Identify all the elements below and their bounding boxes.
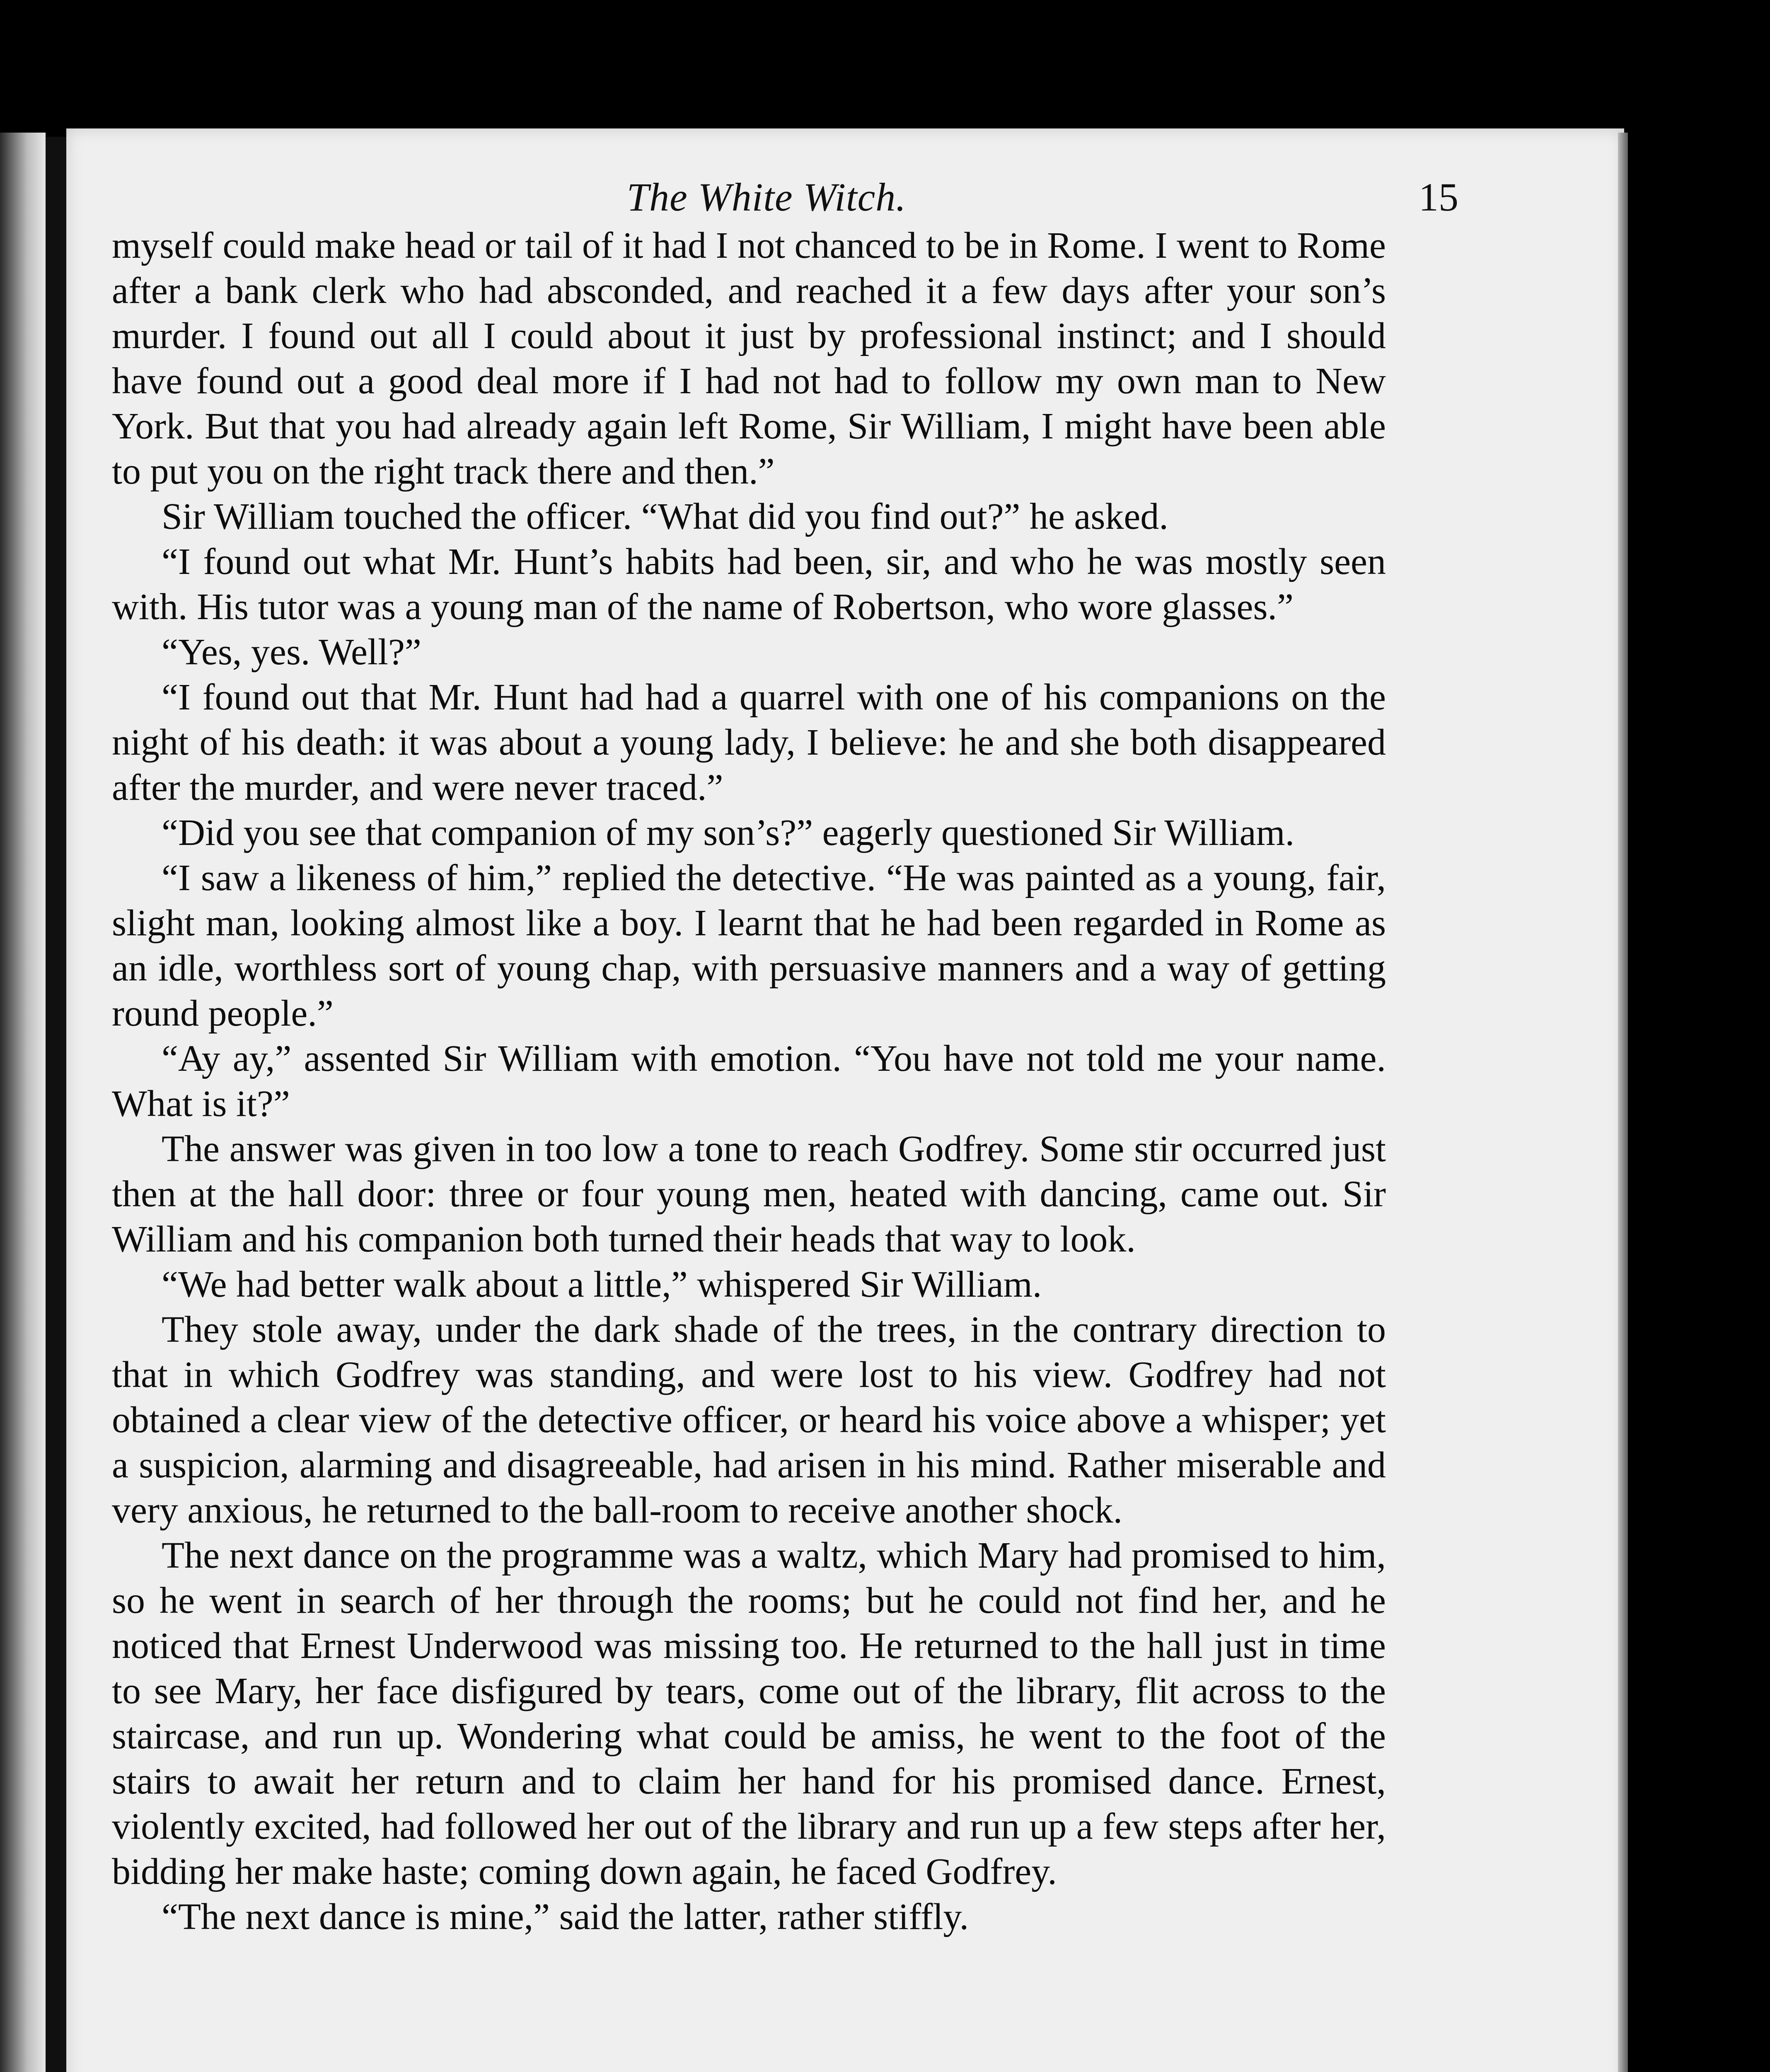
paragraph: “Ay ay,” assented Sir William with emotion. “You have not told me your name. What is it?” [112,1038,1386,1124]
paragraph: “I found out what Mr. Hunt’s habits had been, sir, and who he was mostly seen with. His tutor was a young man of the name of Robertson, who wore glasses.” [112,541,1386,627]
page-right-edge [1618,133,1628,2072]
paragraph: The next dance on the programme was a waltz, which Mary had promised to him, so he went in search of her through the rooms; but he could not find her, and he noticed that Ernest Underwood was missing too. He returned to the hall just in time to see Mary, her face disfigured by tears, come out of the library, flit across to the staircase, and run up. Wondering what could be amiss, he went to the foot of the stairs to await her return and to claim her hand for his promised dance. Ernest, violently excited, had followed her out of the library and run up a few steps after her, bidding her make haste; coming down again, he faced Godfrey. [112,1535,1386,1892]
paragraph: “I saw a likeness of him,” replied the detective. “He was painted as a young, fair, slight man, looking almost like a boy. I learnt that he had been regarded in Rome as an idle, worthless sort of young chap, with persuasive manners and a way of getting round people.” [112,857,1386,1034]
book-gutter [46,137,66,2072]
page-number: 15 [1419,175,1458,219]
paragraph: “Did you see that companion of my son’s?” eagerly questioned Sir William. [162,812,1295,853]
body-text [112,223,1386,1939]
paragraph: They stole away, under the dark shade of the trees, in the contrary direction to that in which Godfrey was standing, and were lost to his view. Godfrey had not obtained a clear view of the detective officer, or heard his voice above a whisper; yet a suspicion, alarming and disagreeable, had arisen in his mind. Rather miserable and very anxious, he returned to the ball-room to receive another shock. [112,1309,1386,1531]
paragraph: Sir William touched the officer. “What did you find out?” he asked. [162,496,1168,537]
paragraph: “Yes, yes. Well?” [162,632,421,673]
paragraph: “We had better walk about a little,” whispered Sir William. [162,1264,1042,1305]
left-page-edge [0,133,46,2072]
paragraph: “The next dance is mine,” said the latter, rather stiffly. [162,1896,969,1937]
paragraph: “I found out that Mr. Hunt had had a quarrel with one of his companions on the night of his death: it was about a young lady, I believe: he and she both disappeared after the murder, and were never traced.” [112,677,1386,808]
running-title: The White Witch. [626,175,907,219]
paragraph: The answer was given in too low a tone to reach Godfrey. Some stir occurred just then at the hall door: three or four young men, heated with dancing, came out. Sir William and his companion both turned their heads that way to look. [112,1128,1386,1260]
paragraph: myself could make head or tail of it had I not chanced to be in Rome. I went to Rome after a bank clerk who had absconded, and reached it a few days after your son’s murder. I found out all I could about it just by professional instinct; and I should have found out a good deal more if I had not had to follow my own man to New York. But that you had already again left Rome, Sir William, I might have been able to put you on the right track there and then.” [112,225,1386,492]
